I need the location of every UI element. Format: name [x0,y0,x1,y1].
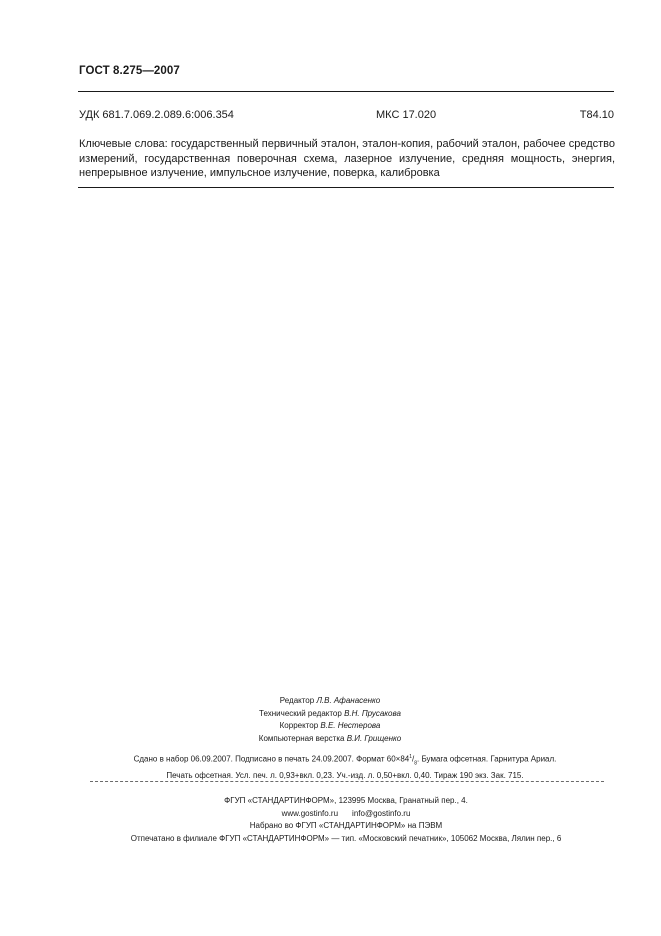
printer-email: info@gostinfo.ru [352,808,411,818]
okstu-code: Т84.10 [579,109,614,121]
credit-tech-editor: Технический редактор В.Н. Прусакова [259,708,401,718]
publication-line-2: Печать офсетная. Усл. печ. л. 0,93+вкл. 0,23. Уч.-изд. л. 0,50+вкл. 0,40. Тираж 190 экз. Зак. 715. [166,770,524,780]
bottom-rule [78,187,614,188]
typeset-note: Набрано во ФГУП «СТАНДАРТИНФОРМ» на ПЭВМ [249,821,443,830]
dashed-divider [90,781,604,782]
credits-block [180,695,480,745]
standard-title: ГОСТ 8.275—2007 [79,65,180,77]
mks-code: МКС 17.020 [376,109,437,121]
credit-layout: Компьютерная верстка В.И. Грищенко [258,733,402,743]
top-rule [78,91,614,92]
keywords-paragraph: Ключевые слова: государственный первичный эталон, эталон-копия, рабочий эталон, рабочее средство измерений, государственная поверочная схема, лазерное излучение, средняя мощность, энергия, непрерывное излучение, импульсное излучение, поверка, калибровка [79,138,615,179]
credit-corrector: Корректор В.Е. Нестерова [279,721,381,730]
printed-note: Отпечатано в филиале ФГУП «СТАНДАРТИНФОРМ» — тип. «Московский печатник», 105062 Москва, Лялин пер., 6 [130,833,562,843]
publication-info [80,751,610,782]
printer-info [80,795,612,845]
printer-address: ФГУП «СТАНДАРТИНФОРМ», 123995 Москва, Гранатный пер., 4. [224,796,468,805]
publication-line-1: Сдано в набор 06.09.2007. Подписано в печать 24.09.2007. Формат $60\times 84^1/_8$. Бумага офсетная. Гарнитура Ариал. [133,754,557,767]
printer-contacts [80,808,612,821]
udk-code: УДК 681.7.069.2.089.6:006.354 [79,109,234,121]
printer-website: www.gostinfo.ru [281,808,339,818]
credit-editor: Редактор Л.В. Афанасенко [279,696,381,705]
